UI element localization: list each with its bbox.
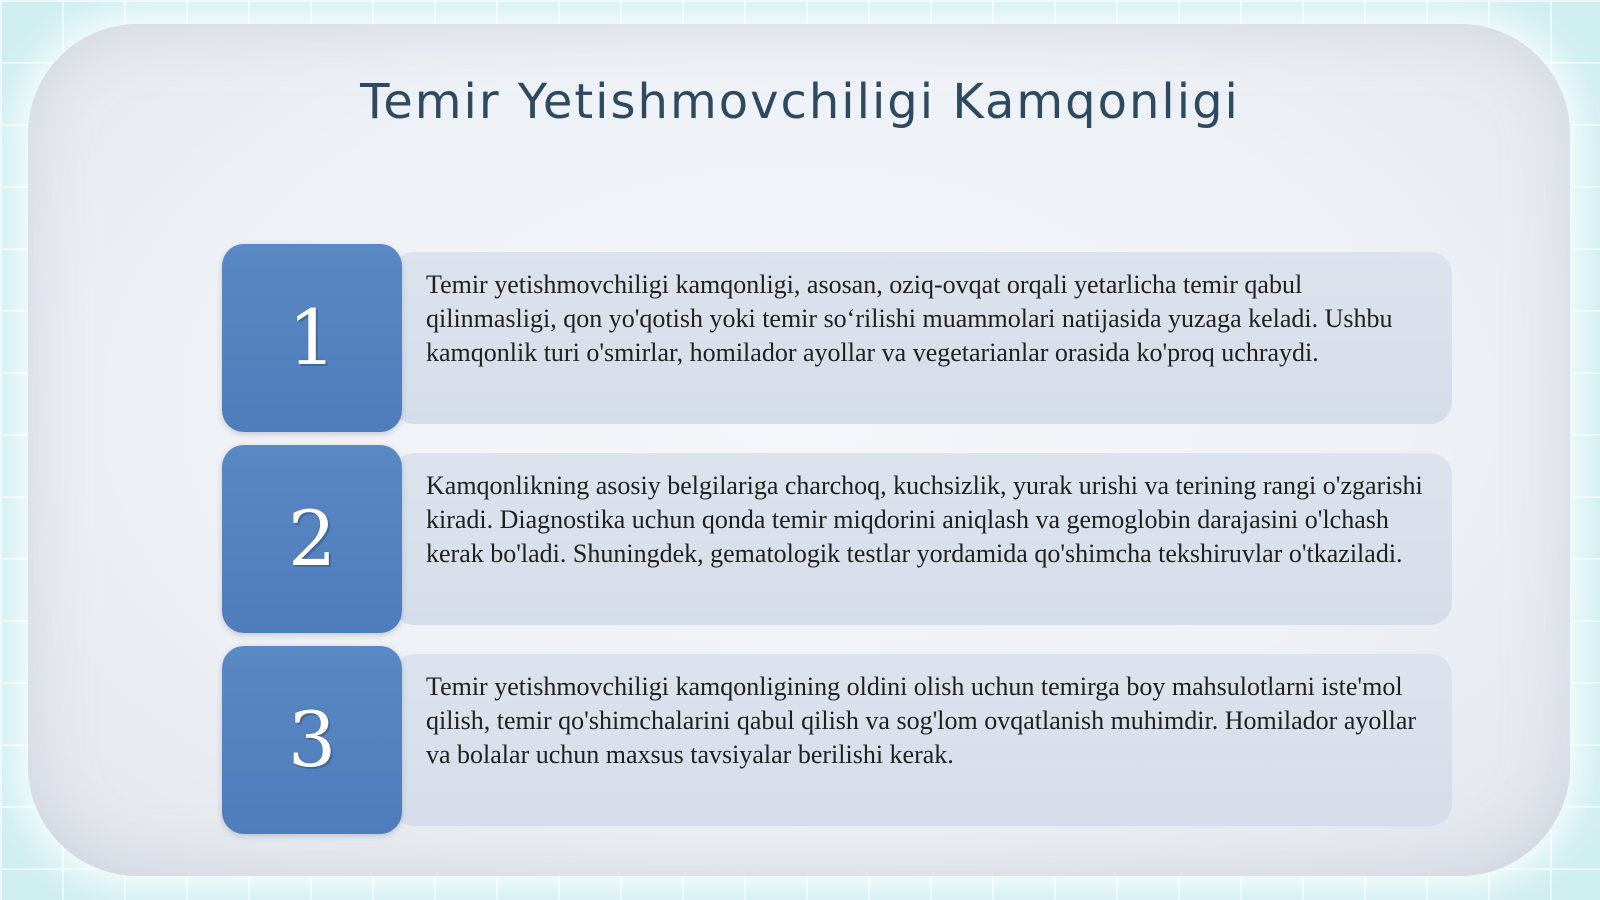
number-badge xyxy=(222,646,402,834)
item-text: Kamqonlikning asosiy belgilariga charchoq, kuchsizlik, yurak urishi va terining rangi o'zgarishi kiradi. Diagnostika uchun qonda temir miqdorini aniqlash va gemoglobin darajasini o'lchash kerak bo'ladi. Shuningdek, gematologik testlar yordamida qo'shimcha tekshiruvlar o'tkaziladi. xyxy=(426,471,1423,568)
list-item xyxy=(222,646,1452,834)
number-badge xyxy=(222,445,402,633)
item-number: 2 xyxy=(287,494,337,583)
number-badge xyxy=(222,244,402,432)
list-item xyxy=(222,244,1452,432)
item-text: Temir yetishmovchiligi kamqonligining oldini olish uchun temirga boy mahsulotlarni iste'mol qilish, temir qo'shimchalarini qabul qilish va sog'lom ovqatlanish muhimdir. Homilador ayollar va bolalar uchun maxsus tavsiyalar berilishi kerak. xyxy=(426,672,1417,769)
item-text: Temir yetishmovchiligi kamqonligi, asosan, oziq-ovqat orqali yetarlicha temir qabul qilinmasligi, qon yo'qotish yoki temir so‘rilishi muammolari natijasida yuzaga keladi. Ushbu kamqonlik turi o'smirlar, homilador ayollar va vegetarianlar orasida ko'proq uchraydi. xyxy=(426,270,1393,367)
item-number: 3 xyxy=(287,695,337,784)
slide-title: Temir Yetishmovchiligi Kamqonligi xyxy=(360,74,1240,130)
list-item xyxy=(222,445,1452,633)
item-number: 1 xyxy=(287,293,337,382)
item-text-box xyxy=(392,654,1452,826)
item-text-box xyxy=(392,252,1452,424)
item-text-box xyxy=(392,453,1452,625)
